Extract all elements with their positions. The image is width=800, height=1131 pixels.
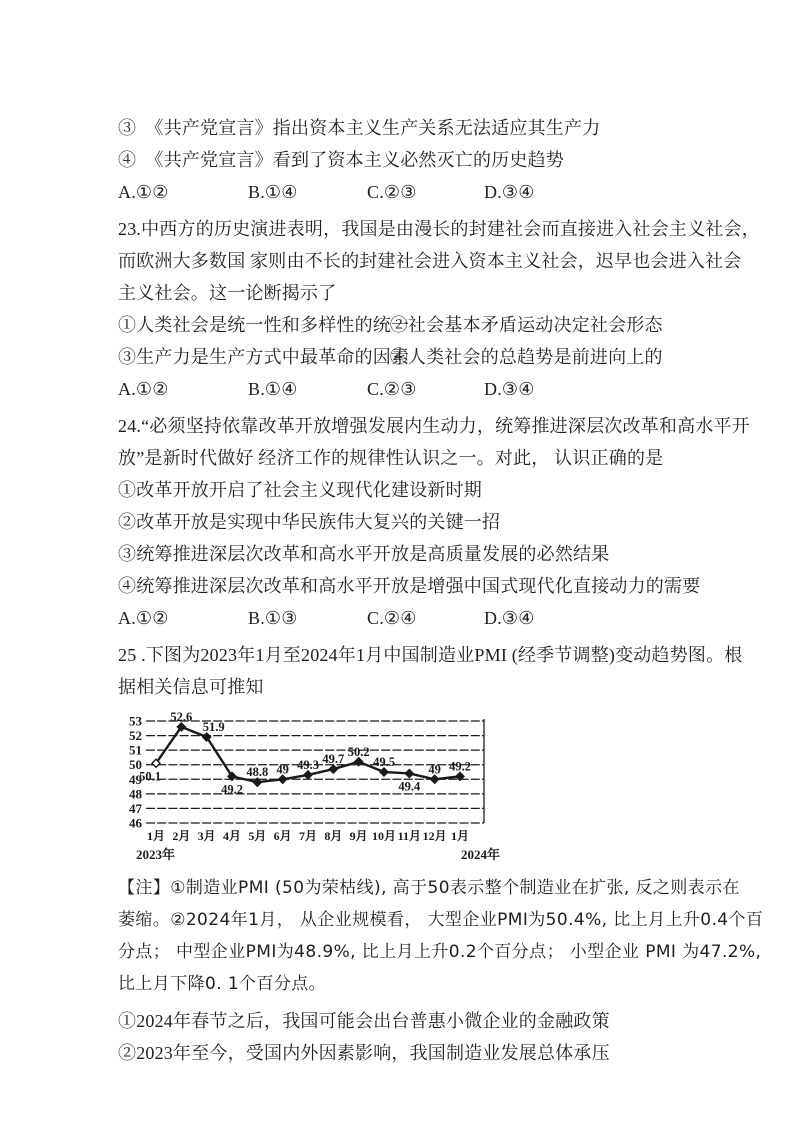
svg-text:49: 49 — [428, 762, 441, 777]
svg-text:7月: 7月 — [298, 829, 318, 843]
q24-option-4: ④统筹推进深层次改革和高水平开放是增强中国式现代化直接动力的需要 — [118, 576, 701, 596]
svg-text:5月: 5月 — [248, 829, 267, 843]
svg-text:48.8: 48.8 — [246, 765, 269, 780]
q22-choices — [118, 176, 696, 208]
q24-choices — [118, 602, 696, 634]
q24-choice-c: C.②④ — [367, 608, 417, 628]
q23-choice-b: B.①④ — [248, 379, 298, 399]
svg-text:49.2: 49.2 — [449, 759, 471, 774]
svg-text:49.4: 49.4 — [398, 779, 421, 794]
q23-option-4: ④人类社会的总趋势是前进向上的 — [389, 347, 663, 367]
q24-choice-d: D.③④ — [484, 608, 535, 628]
q24-choice-a: A.①② — [118, 608, 169, 628]
q23-stem-line-1: 23.中西方的历史演进表明，我国是由漫长的封建社会而直接进入社会主义社会， — [118, 219, 760, 239]
svg-text:50: 50 — [129, 757, 142, 773]
q25-note-line-1: 【注】①制造业PMI (50为荣枯线), 高于50表示整个制造业在扩张, 反之则表示在 — [118, 878, 740, 898]
q25-statement-2: ②2023年至今，受国内外因素影响，我国制造业发展总体承压 — [118, 1043, 610, 1063]
svg-text:10月: 10月 — [371, 829, 397, 843]
svg-text:8月: 8月 — [324, 829, 343, 843]
q23-options-row-2 — [118, 341, 696, 373]
q23-choice-c: C.②③ — [367, 379, 417, 399]
q24-stem-line-2: 放”是新时代做好 经济工作的规律性认识之一。对此， 认识正确的是 — [118, 448, 664, 468]
svg-text:2月: 2月 — [172, 829, 191, 843]
exam-content — [118, 112, 764, 1069]
svg-text:49.5: 49.5 — [373, 755, 395, 769]
q25-note-line-3: 分点； 中型企业PMI为48.9%, 比上月上升0.2个百分点； 小型企业 PMI 为47.2%, — [118, 942, 762, 962]
svg-text:47: 47 — [129, 800, 142, 816]
svg-text:49: 49 — [129, 771, 142, 787]
svg-text:51.9: 51.9 — [202, 720, 225, 735]
svg-text:46: 46 — [129, 815, 142, 831]
q25-stem-line-2: 据相关信息可推知 — [118, 677, 264, 697]
q24-stem-line-1: 24.“必须坚持依靠改革开放增强发展内生动力，统筹推进深层次改革和高水平开 — [118, 416, 750, 436]
svg-text:50.1: 50.1 — [139, 769, 161, 784]
q25-stem-line-1: 25 .下图为2023年1月至2024年1月中国制造业PMI (经季节调整)变动趋势图。根 — [118, 645, 743, 665]
q22-choice-c: C.②③ — [367, 182, 417, 202]
q24-option-1: ①改革开放开启了社会主义现代化建设新时期 — [118, 480, 482, 500]
svg-text:9月: 9月 — [349, 829, 368, 843]
svg-text:12月: 12月 — [422, 829, 447, 843]
q23-stem-line-2: 而欧洲大多数国 家则由不长的封建社会进入资本主义社会，迟早也会进入社会 — [118, 251, 742, 271]
q24-choice-b: B.①③ — [248, 608, 298, 628]
q23-choice-a: A.①② — [118, 379, 169, 399]
q22-choice-b: B.①④ — [248, 182, 298, 202]
q24-option-3: ③统筹推进深层次改革和高水平开放是高质量发展的必然结果 — [118, 544, 610, 564]
svg-text:49.7: 49.7 — [322, 752, 345, 767]
svg-text:48: 48 — [129, 786, 142, 802]
q22-option-4: ④ 《共产党宣言》看到了资本主义必然灭亡的历史趋势 — [118, 150, 564, 170]
q22-choice-d: D.③④ — [484, 182, 535, 202]
pmi-chart-svg — [122, 711, 504, 865]
svg-text:6月: 6月 — [273, 829, 292, 843]
svg-text:3月: 3月 — [197, 829, 216, 843]
svg-text:49: 49 — [276, 762, 289, 777]
svg-text:1月: 1月 — [146, 829, 166, 843]
svg-text:50.2: 50.2 — [347, 744, 370, 759]
q23-choice-d: D.③④ — [484, 379, 535, 399]
svg-text:51: 51 — [129, 742, 142, 758]
q23-stem-line-3: 主义社会。这一论断揭示了 — [118, 283, 337, 303]
svg-text:1月: 1月 — [450, 829, 470, 843]
q25-statement-1: ①2024年春节之后，我国可能会出台普惠小微企业的金融政策 — [118, 1011, 610, 1031]
q23-option-3: ③生产力是生产方式中最革命的因素 — [118, 347, 410, 367]
svg-text:4月: 4月 — [222, 829, 242, 843]
svg-text:11月: 11月 — [397, 829, 422, 843]
q25-note-line-4: 比上月下降0. 1个百分点。 — [118, 974, 327, 994]
q22-option-3: ③ 《共产党宣言》指出资本主义生产关系无法适应其生产力 — [118, 118, 601, 138]
svg-text:53: 53 — [129, 713, 142, 729]
svg-text:2024年: 2024年 — [460, 847, 500, 862]
q23-options-row-1 — [118, 309, 696, 341]
q24-option-2: ②改革开放是实现中华民族伟大复兴的关键一招 — [118, 512, 501, 532]
q25-note-line-2: 萎缩。②2024年1月， 从企业规模看， 大型企业PMI为50.4%, 比上月上升0.4个百 — [118, 910, 764, 930]
svg-text:52: 52 — [129, 728, 142, 744]
q23-option-2: ②社会基本矛盾运动决定社会形态 — [389, 315, 663, 335]
q22-choice-a: A.①② — [118, 182, 169, 202]
svg-text:52.6: 52.6 — [170, 711, 193, 724]
svg-text:2023年: 2023年 — [136, 847, 176, 862]
svg-text:49.3: 49.3 — [297, 757, 319, 772]
q23-choices — [118, 373, 696, 405]
pmi-trend-chart — [122, 711, 696, 870]
q23-option-1: ①人类社会是统一性和多样性的统一 — [118, 315, 410, 335]
svg-text:49.2: 49.2 — [221, 782, 243, 797]
